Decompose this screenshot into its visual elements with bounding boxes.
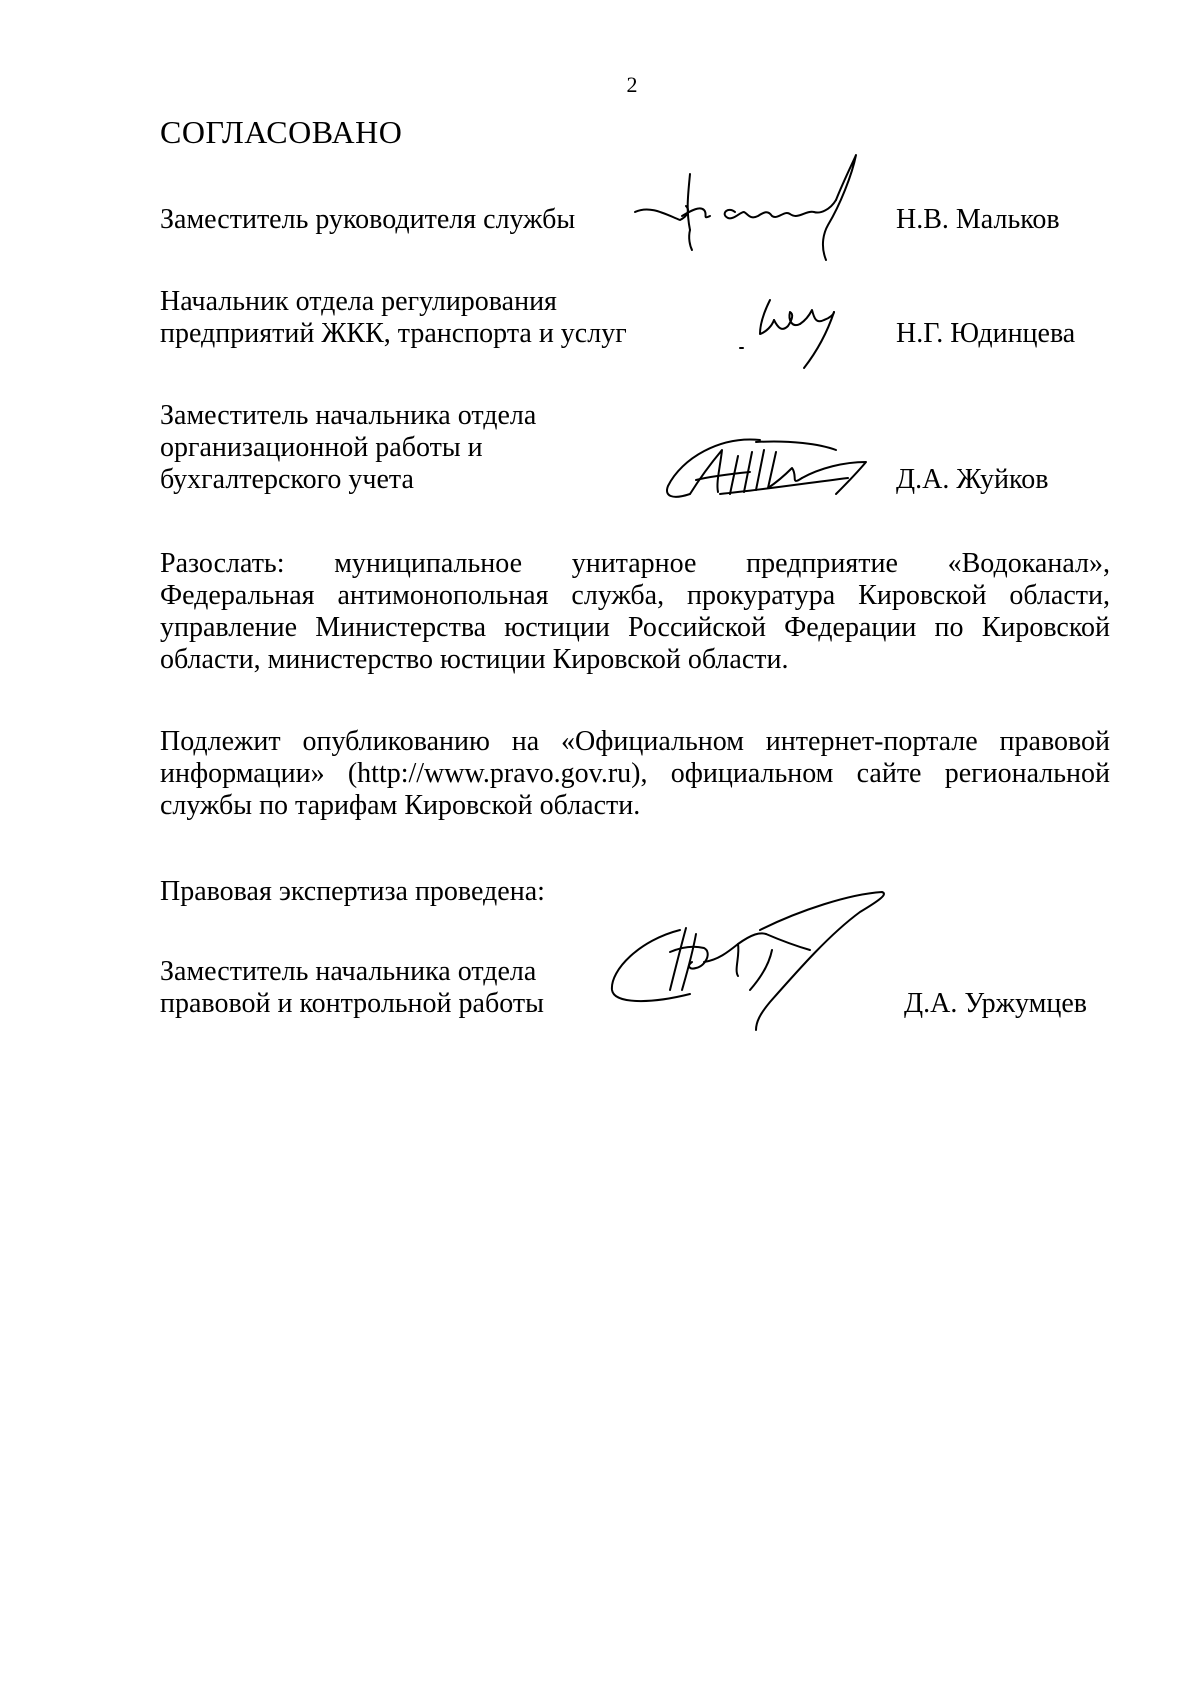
- legal-reviewer-name: Д.А. Уржумцев: [904, 988, 1088, 1019]
- approver-2-signature: [730, 290, 870, 390]
- page-number: 2: [626, 72, 638, 97]
- approver-3-position-line-3: бухгалтерского учета: [160, 464, 414, 495]
- approver-1-name: Н.В. Мальков: [896, 204, 1060, 235]
- legal-reviewer-position-line-2: правовой и контрольной работы: [160, 988, 544, 1019]
- approver-3-name: Д.А. Жуйков: [896, 464, 1049, 495]
- publication-line-2: информации» (http://www.pravo.gov.ru), официальном сайте региональной: [160, 758, 1110, 789]
- approver-2-name: Н.Г. Юдинцева: [896, 318, 1076, 349]
- distribution-line-4: области, министерство юстиции Кировской области.: [160, 644, 789, 675]
- approver-3-position-line-2: организационной работы и: [160, 432, 483, 463]
- approver-2-position-line-1: Начальник отдела регулирования: [160, 286, 557, 317]
- approver-1-position: Заместитель руководителя службы: [160, 204, 576, 235]
- distribution-paragraph: [160, 548, 1110, 676]
- approval-heading: СОГЛАСОВАНО: [160, 114, 403, 150]
- publication-paragraph: [160, 726, 1110, 822]
- legal-reviewer-signature: [600, 890, 920, 1040]
- distribution-line-2: Федеральная антимонопольная служба, прокуратура Кировской области,: [160, 580, 1110, 611]
- approver-3-position-line-1: Заместитель начальника отдела: [160, 400, 537, 431]
- distribution-line-1: Разослать: муниципальное унитарное предприятие «Водоканал»,: [160, 548, 1110, 579]
- legal-reviewer-position-line-1: Заместитель начальника отдела: [160, 956, 537, 987]
- approver-2-position-line-2: предприятий ЖКК, транспорта и услуг: [160, 318, 627, 349]
- legal-review-label: Правовая экспертиза проведена:: [160, 876, 545, 907]
- publication-line-1: Подлежит опубликованию на «Официальном интернет-портале правовой: [160, 726, 1110, 757]
- publication-line-3: службы по тарифам Кировской области.: [160, 790, 641, 821]
- distribution-line-3: управление Министерства юстиции Российской Федерации по Кировской: [160, 612, 1110, 643]
- approver-1-signature: [630, 150, 890, 270]
- approver-3-signature: [660, 428, 900, 518]
